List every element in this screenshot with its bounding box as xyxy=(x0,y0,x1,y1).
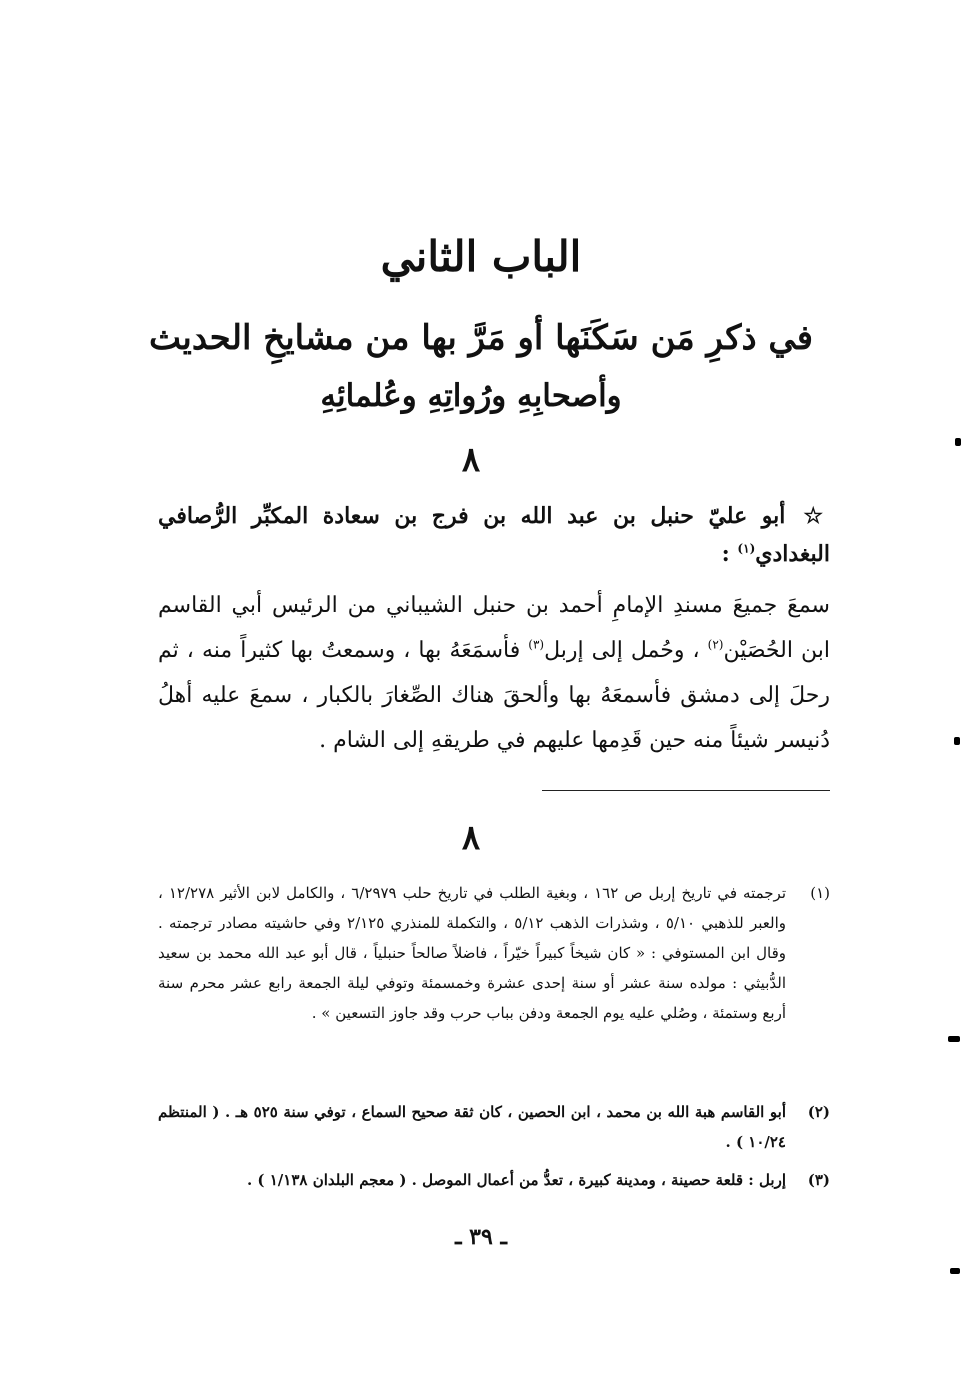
entry-body-part3: فأسمَعَهُ بها ، وسمعتُ بها كثيراً منه ، ثم رحلَ إلى دمشق فأسمعَهُ بها وألحقَ هناك الصِّغارَ بالكبار ، سمعَ عليه أهلُ دُنيسر شيئاً منه حين قَدِمها عليهم في طريقهِ إلى الشام . xyxy=(158,638,830,753)
footnote-divider xyxy=(542,790,830,791)
entry-heading xyxy=(158,497,830,573)
scan-speck xyxy=(948,1036,960,1042)
footnote-number: (٢) xyxy=(807,1103,830,1121)
section-ornament-top: ٨ xyxy=(461,440,481,480)
page-number: ـ ٣٩ ـ xyxy=(455,1224,507,1250)
scan-speck xyxy=(954,737,960,745)
entry-body-part1: سمعَ جميعَ مسندِ الإمامِ أحمد بن حنبل الشيباني من الرئيس أبي القاسم ابن الحُصَيْن xyxy=(158,593,830,663)
footnote-1 xyxy=(158,878,830,1028)
section-ornament-bottom: ٨ xyxy=(461,818,481,858)
footnote-ref-3: (٣) xyxy=(528,637,545,652)
footnote-3 xyxy=(158,1165,830,1195)
entry-heading-text: أبو عليّ حنبل بن عبد الله بن فرج بن سعادة المكبِّر الرُّصافي البغدادي xyxy=(158,503,830,567)
scan-speck xyxy=(955,438,961,446)
entry-body-part2: ، وحُمل إلى إربل xyxy=(544,638,708,663)
chapter-title: الباب الثاني xyxy=(380,232,582,281)
footnote-ref-2: (٢) xyxy=(707,637,724,652)
entry-heading-end: : xyxy=(721,541,738,567)
footnote-text: أبو القاسم هبة الله بن محمد ، ابن الحصين ، كان ثقة صحيح السماع ، توفي سنة ٥٢٥ هـ . ( المنتظم ١٠/٢٤ ) . xyxy=(158,1103,786,1151)
scan-speck xyxy=(950,1268,960,1274)
chapter-subtitle-line2: وأصحابِهِ ورُواتِهِ وعُلمائِهِ xyxy=(320,378,622,414)
footnote-text: ترجمته في تاريخ إربل ص ١٦٢ ، وبغية الطلب في تاريخ حلب ٦/٢٩٧٩ ، والكامل لابن الأثير ١٢/٢٧٨ ، والعبر للذهبي ٥/١٠ ، وشذرات الذهب ٥/١٢ ، والتكملة للمنذري ٢/١٢٥ وفي حاشيته مصادر ترجمته . وقال ابن المستوفي : « كان شيخاً كبيراً خيّراً ، فاضلاً صالحاً حنبلياً ، قال أبو عبد الله محمد بن سعيد الدُّبيثي : مولده سنة عشر أو سنة إحدى عشرة وخمسمئة وتوفي ليلة الجمعة رابع عشر محرم سنة أربع وستمئة ، وصُلي عليه يوم الجمعة ودفن بباب حرب وقد جاوز التسعين » . xyxy=(158,884,787,1022)
footnote-number: (٣) xyxy=(807,1171,830,1189)
footnote-number: (١) xyxy=(810,884,830,902)
chapter-subtitle-line1: في ذكرِ مَن سَكَنَها أو مَرَّ بها من مشايخِ الحديث xyxy=(148,318,814,358)
star-icon: ☆ xyxy=(803,503,830,529)
footnote-text: إربل : قلعة حصينة ، ومدينة كبيرة ، تعدُّ من أعمال الموصل . ( معجم البلدان ١/١٣٨ ) . xyxy=(246,1171,786,1189)
entry-body xyxy=(158,583,830,763)
footnote-2 xyxy=(158,1097,830,1157)
footnote-ref-1: (١) xyxy=(737,541,756,556)
